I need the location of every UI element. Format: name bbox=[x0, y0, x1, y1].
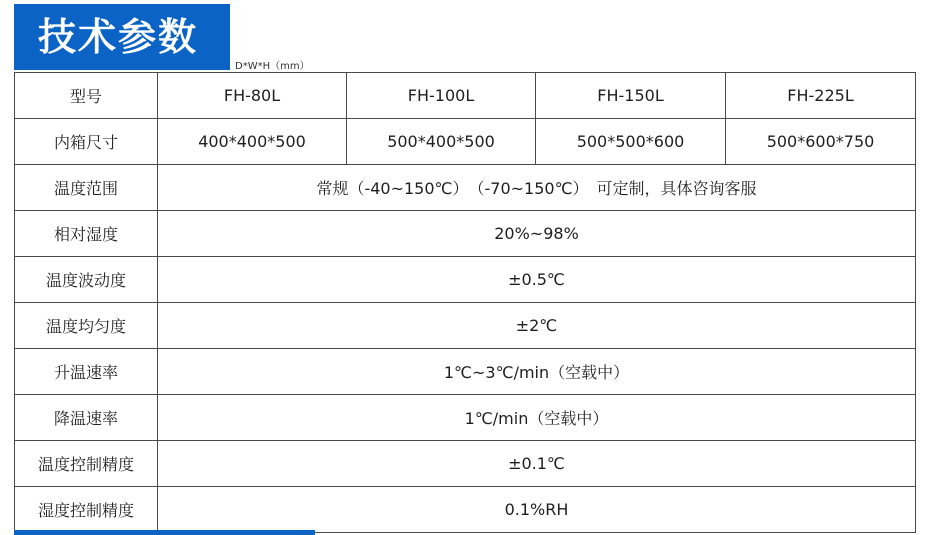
table-row-size bbox=[15, 119, 916, 165]
row-label: 相对湿度 bbox=[15, 211, 158, 257]
size-cell: 400*400*500 bbox=[158, 119, 347, 165]
table-row bbox=[15, 211, 916, 257]
row-value: 1℃/min（空载中） bbox=[158, 395, 916, 441]
row-label: 升温速率 bbox=[15, 349, 158, 395]
row-value: 常规（-40~150℃） （-70~150℃） 可定制，具体咨询客服 bbox=[158, 165, 916, 211]
section-title-banner bbox=[14, 4, 230, 70]
row-label: 降温速率 bbox=[15, 395, 158, 441]
model-cell: FH-80L bbox=[158, 73, 347, 119]
row-value: ±0.5℃ bbox=[158, 257, 916, 303]
table-row bbox=[15, 257, 916, 303]
unit-note: D*W*H（mm） bbox=[235, 61, 310, 72]
row-label-model: 型号 bbox=[15, 73, 158, 119]
section-title: 技术参数 bbox=[38, 15, 199, 59]
table-row bbox=[15, 487, 916, 533]
row-label: 温度均匀度 bbox=[15, 303, 158, 349]
row-value: ±0.1℃ bbox=[158, 441, 916, 487]
row-label: 湿度控制精度 bbox=[15, 487, 158, 533]
row-label: 温度波动度 bbox=[15, 257, 158, 303]
table-row bbox=[15, 349, 916, 395]
row-label: 温度控制精度 bbox=[15, 441, 158, 487]
row-value: 20%~98% bbox=[158, 211, 916, 257]
spec-table bbox=[14, 72, 916, 533]
table-row bbox=[15, 441, 916, 487]
table-row bbox=[15, 165, 916, 211]
model-cell: FH-150L bbox=[536, 73, 726, 119]
size-cell: 500*500*600 bbox=[536, 119, 726, 165]
row-value: ±2℃ bbox=[158, 303, 916, 349]
size-cell: 500*600*750 bbox=[726, 119, 916, 165]
row-value: 0.1%RH bbox=[158, 487, 916, 533]
bottom-accent-bar bbox=[14, 530, 315, 535]
size-cell: 500*400*500 bbox=[347, 119, 536, 165]
table-row bbox=[15, 303, 916, 349]
model-cell: FH-225L bbox=[726, 73, 916, 119]
model-cell: FH-100L bbox=[347, 73, 536, 119]
table-row-model bbox=[15, 73, 916, 119]
row-value: 1℃~3℃/min（空载中） bbox=[158, 349, 916, 395]
table-row bbox=[15, 395, 916, 441]
row-label: 温度范围 bbox=[15, 165, 158, 211]
row-label-size: 内箱尺寸 bbox=[15, 119, 158, 165]
